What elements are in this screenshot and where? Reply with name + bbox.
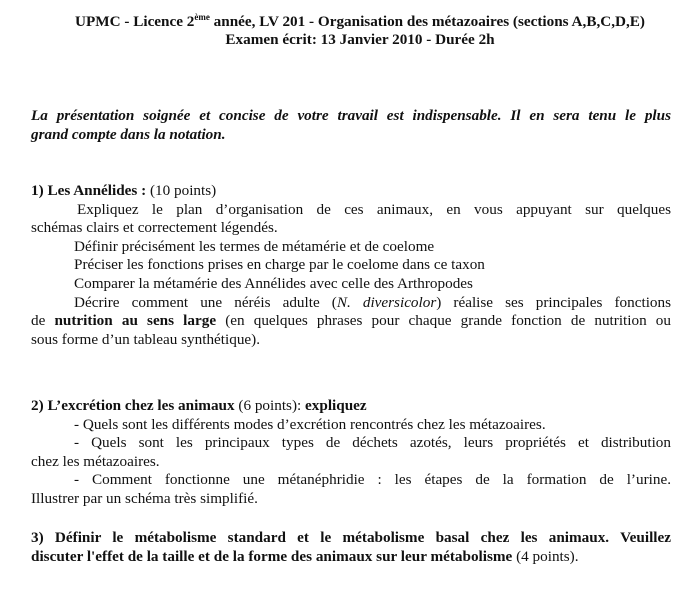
section-excretion <box>31 397 671 509</box>
header-exam-date: Examen écrit: 13 Janvier 2010 - Durée 2h <box>225 31 495 48</box>
header-course-line <box>30 13 690 31</box>
section1-para2-text-a: Décrire comment une néréis adulte ( <box>74 293 337 311</box>
section-annelides <box>31 182 671 349</box>
section1-points: (10 points) <box>146 182 217 199</box>
header-superscript: ème <box>194 12 210 22</box>
section2-heading <box>31 397 671 416</box>
section2-question-3-line1: - Comment fonctionne une métanéphridie : les étapes de la formation de l’urine. <box>74 471 671 489</box>
section2-question-3-line2: Illustrer par un schéma très simplifié. <box>31 489 258 507</box>
exam-header <box>30 13 690 49</box>
section2-instruction: expliquez <box>305 397 367 414</box>
section1-para2-line1 <box>31 294 671 313</box>
section3-points: (4 points). <box>512 547 579 565</box>
section1-item-2: Préciser les fonctions prises en charge par le coelome dans ce taxon <box>74 256 485 274</box>
section1-para2-text-b: ) réalise ses principales fonctions <box>436 293 672 311</box>
section1-para2-line3: sous forme d’un tableau synthétique). <box>31 330 261 348</box>
section1-para2-bold: nutrition au sens large <box>54 312 217 330</box>
header-course-prefix: UPMC - Licence 2 <box>75 13 195 30</box>
section3-bold-text: discuter l'effet de la taille et de la forme des animaux sur leur métabolisme <box>31 547 513 565</box>
section1-item-1: Définir précisément les termes de métamérie et de coelome <box>74 237 435 255</box>
header-course-suffix: année, LV 201 - Organisation des métazoaires (sections A,B,C,D,E) <box>209 13 645 30</box>
section-metabolisme <box>31 529 671 566</box>
intro-note <box>31 106 671 144</box>
section2-question-1: - Quels sont les différents modes d’excrétion rencontrés chez les métazoaires. <box>74 415 546 433</box>
section3-line-2 <box>31 548 671 567</box>
section2-title: 2) L’excrétion chez les animaux <box>31 397 235 414</box>
section1-heading <box>31 182 671 201</box>
intro-line-2: grand compte dans la notation. <box>31 126 226 143</box>
section1-item-3: Comparer la métamérie des Annélides avec celle des Arthropodes <box>74 274 473 292</box>
section1-para1-line1: Expliquez le plan d’organisation de ces animaux, en vous appuyant sur quelques <box>77 200 671 218</box>
section1-title: 1) Les Annélides : <box>31 182 147 199</box>
section1-para2-pre: de <box>31 312 55 330</box>
section1-para1-line2: schémas clairs et correctement légendés. <box>31 219 278 237</box>
section2-question-2-line1: - Quels sont les principaux types de déchets azotés, leurs propriétés et distribution <box>74 434 671 452</box>
section2-question-2-line2: chez les métazoaires. <box>31 452 160 470</box>
species-name: N. diversicolor <box>336 293 437 311</box>
section3-line-1: 3) Définir le métabolisme standard et le métabolisme basal chez les animaux. Veuillez <box>31 529 671 546</box>
section2-points: (6 points): <box>234 397 306 414</box>
section1-para2-post: (en quelques phrases pour chaque grande fonction de nutrition ou <box>216 312 671 330</box>
section1-para2-line2 <box>31 312 671 331</box>
intro-line-1: La présentation soignée et concise de votre travail est indispensable. Il en sera tenu le plus <box>31 107 671 124</box>
